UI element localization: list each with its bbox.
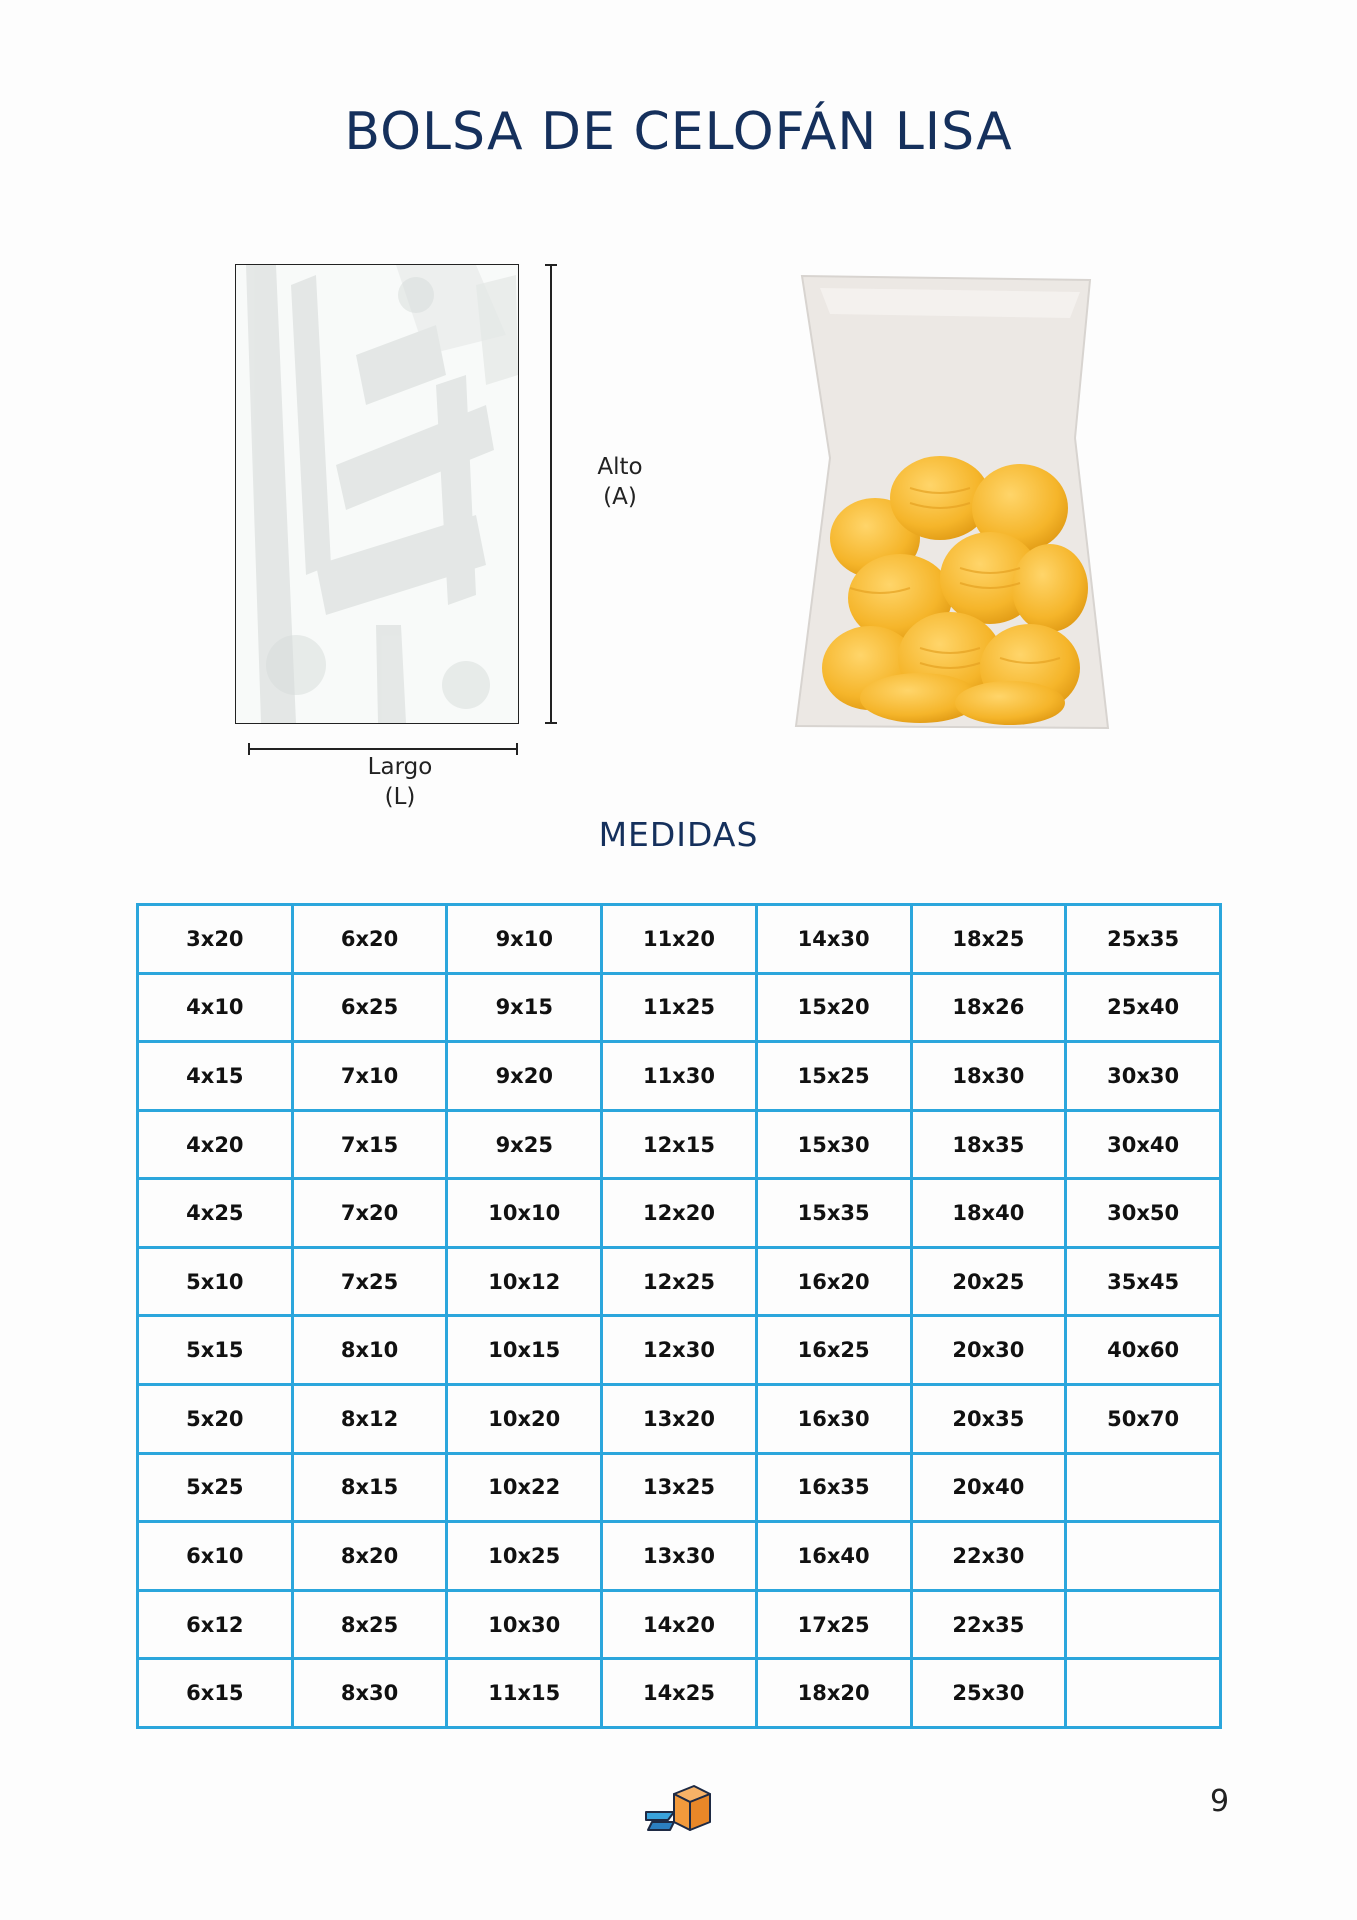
table-row (138, 1453, 1221, 1522)
table-cell: 15x20 (756, 973, 911, 1042)
table-cell: 22x35 (911, 1590, 1066, 1659)
table-cell: 13x30 (602, 1522, 757, 1591)
table-cell: 10x15 (447, 1316, 602, 1385)
table-cell: 9x10 (447, 905, 602, 974)
table-cell: 6x10 (138, 1522, 293, 1591)
table-cell: 15x25 (756, 1042, 911, 1111)
table-cell: 16x25 (756, 1316, 911, 1385)
table-cell: 10x20 (447, 1385, 602, 1454)
table-cell: 18x26 (911, 973, 1066, 1042)
table-cell: 10x30 (447, 1590, 602, 1659)
table-cell: 14x30 (756, 905, 911, 974)
table-cell: 17x25 (756, 1590, 911, 1659)
table-row (138, 1316, 1221, 1385)
table-cell: 5x25 (138, 1453, 293, 1522)
table-cell: 7x25 (292, 1247, 447, 1316)
table-cell (1066, 1590, 1221, 1659)
table-row (138, 1385, 1221, 1454)
table-cell (1066, 1522, 1221, 1591)
width-label-text: Largo (367, 754, 433, 780)
table-row (138, 1522, 1221, 1591)
table-row (138, 1659, 1221, 1728)
table-cell: 8x30 (292, 1659, 447, 1728)
table-cell: 18x30 (911, 1042, 1066, 1111)
sizes-heading: MEDIDAS (598, 815, 759, 854)
table-row (138, 1247, 1221, 1316)
box-delivery-logo-icon (644, 1782, 712, 1836)
table-cell: 8x25 (292, 1590, 447, 1659)
table-cell: 18x20 (756, 1659, 911, 1728)
table-cell: 16x30 (756, 1385, 911, 1454)
height-dimension-line (550, 264, 552, 724)
width-label (325, 752, 475, 812)
table-cell: 11x25 (602, 973, 757, 1042)
table-cell: 40x60 (1066, 1316, 1221, 1385)
table-cell: 9x15 (447, 973, 602, 1042)
product-photo-chips-bag (790, 258, 1110, 738)
table-cell: 25x35 (1066, 905, 1221, 974)
table-cell: 12x30 (602, 1316, 757, 1385)
table-cell: 4x25 (138, 1179, 293, 1248)
table-cell: 4x10 (138, 973, 293, 1042)
page-title: BOLSA DE CELOFÁN LISA (344, 102, 1013, 162)
table-cell: 9x25 (447, 1110, 602, 1179)
table-row (138, 1179, 1221, 1248)
table-cell: 5x20 (138, 1385, 293, 1454)
table-cell: 30x40 (1066, 1110, 1221, 1179)
height-label (570, 452, 670, 512)
sizes-table (136, 903, 1222, 1729)
table-row (138, 1590, 1221, 1659)
table-cell: 3x20 (138, 905, 293, 974)
table-cell: 25x30 (911, 1659, 1066, 1728)
table-cell: 7x10 (292, 1042, 447, 1111)
table-cell (1066, 1453, 1221, 1522)
table-cell: 9x20 (447, 1042, 602, 1111)
height-label-text: Alto (597, 454, 643, 480)
table-cell: 14x25 (602, 1659, 757, 1728)
table-cell: 4x15 (138, 1042, 293, 1111)
table-cell: 11x15 (447, 1659, 602, 1728)
table-cell: 18x35 (911, 1110, 1066, 1179)
table-cell: 4x20 (138, 1110, 293, 1179)
table-cell: 11x20 (602, 905, 757, 974)
table-cell: 8x10 (292, 1316, 447, 1385)
table-cell: 16x35 (756, 1453, 911, 1522)
table-cell: 25x40 (1066, 973, 1221, 1042)
width-label-abbr: (L) (384, 784, 416, 810)
table-cell: 18x25 (911, 905, 1066, 974)
table-cell: 8x12 (292, 1385, 447, 1454)
table-cell: 12x15 (602, 1110, 757, 1179)
table-cell: 20x25 (911, 1247, 1066, 1316)
height-label-abbr: (A) (603, 484, 637, 510)
table-cell: 6x20 (292, 905, 447, 974)
table-row (138, 973, 1221, 1042)
table-cell: 35x45 (1066, 1247, 1221, 1316)
table-cell: 30x50 (1066, 1179, 1221, 1248)
table-row (138, 905, 1221, 974)
table-cell: 14x20 (602, 1590, 757, 1659)
table-cell: 13x25 (602, 1453, 757, 1522)
table-cell: 6x25 (292, 973, 447, 1042)
bag-illustration (235, 264, 519, 724)
table-cell: 8x20 (292, 1522, 447, 1591)
table-cell: 10x25 (447, 1522, 602, 1591)
table-cell: 30x30 (1066, 1042, 1221, 1111)
table-cell: 16x20 (756, 1247, 911, 1316)
table-cell: 18x40 (911, 1179, 1066, 1248)
table-cell: 22x30 (911, 1522, 1066, 1591)
table-cell: 5x15 (138, 1316, 293, 1385)
table-cell: 6x15 (138, 1659, 293, 1728)
page-number: 9 (1210, 1784, 1230, 1819)
table-cell: 7x15 (292, 1110, 447, 1179)
table-cell: 50x70 (1066, 1385, 1221, 1454)
bag-dimension-diagram (230, 262, 643, 822)
table-cell: 12x25 (602, 1247, 757, 1316)
table-cell: 12x20 (602, 1179, 757, 1248)
table-cell: 15x30 (756, 1110, 911, 1179)
table-cell: 8x15 (292, 1453, 447, 1522)
table-cell: 7x20 (292, 1179, 447, 1248)
table-cell: 6x12 (138, 1590, 293, 1659)
table-cell: 5x10 (138, 1247, 293, 1316)
table-cell: 10x12 (447, 1247, 602, 1316)
table-row (138, 1042, 1221, 1111)
width-dimension-line (248, 748, 518, 750)
table-cell: 20x35 (911, 1385, 1066, 1454)
table-cell: 13x20 (602, 1385, 757, 1454)
table-cell: 16x40 (756, 1522, 911, 1591)
table-cell: 10x10 (447, 1179, 602, 1248)
table-cell: 11x30 (602, 1042, 757, 1111)
table-cell: 10x22 (447, 1453, 602, 1522)
table-row (138, 1110, 1221, 1179)
table-cell: 20x40 (911, 1453, 1066, 1522)
table-cell: 15x35 (756, 1179, 911, 1248)
table-cell (1066, 1659, 1221, 1728)
table-cell: 20x30 (911, 1316, 1066, 1385)
